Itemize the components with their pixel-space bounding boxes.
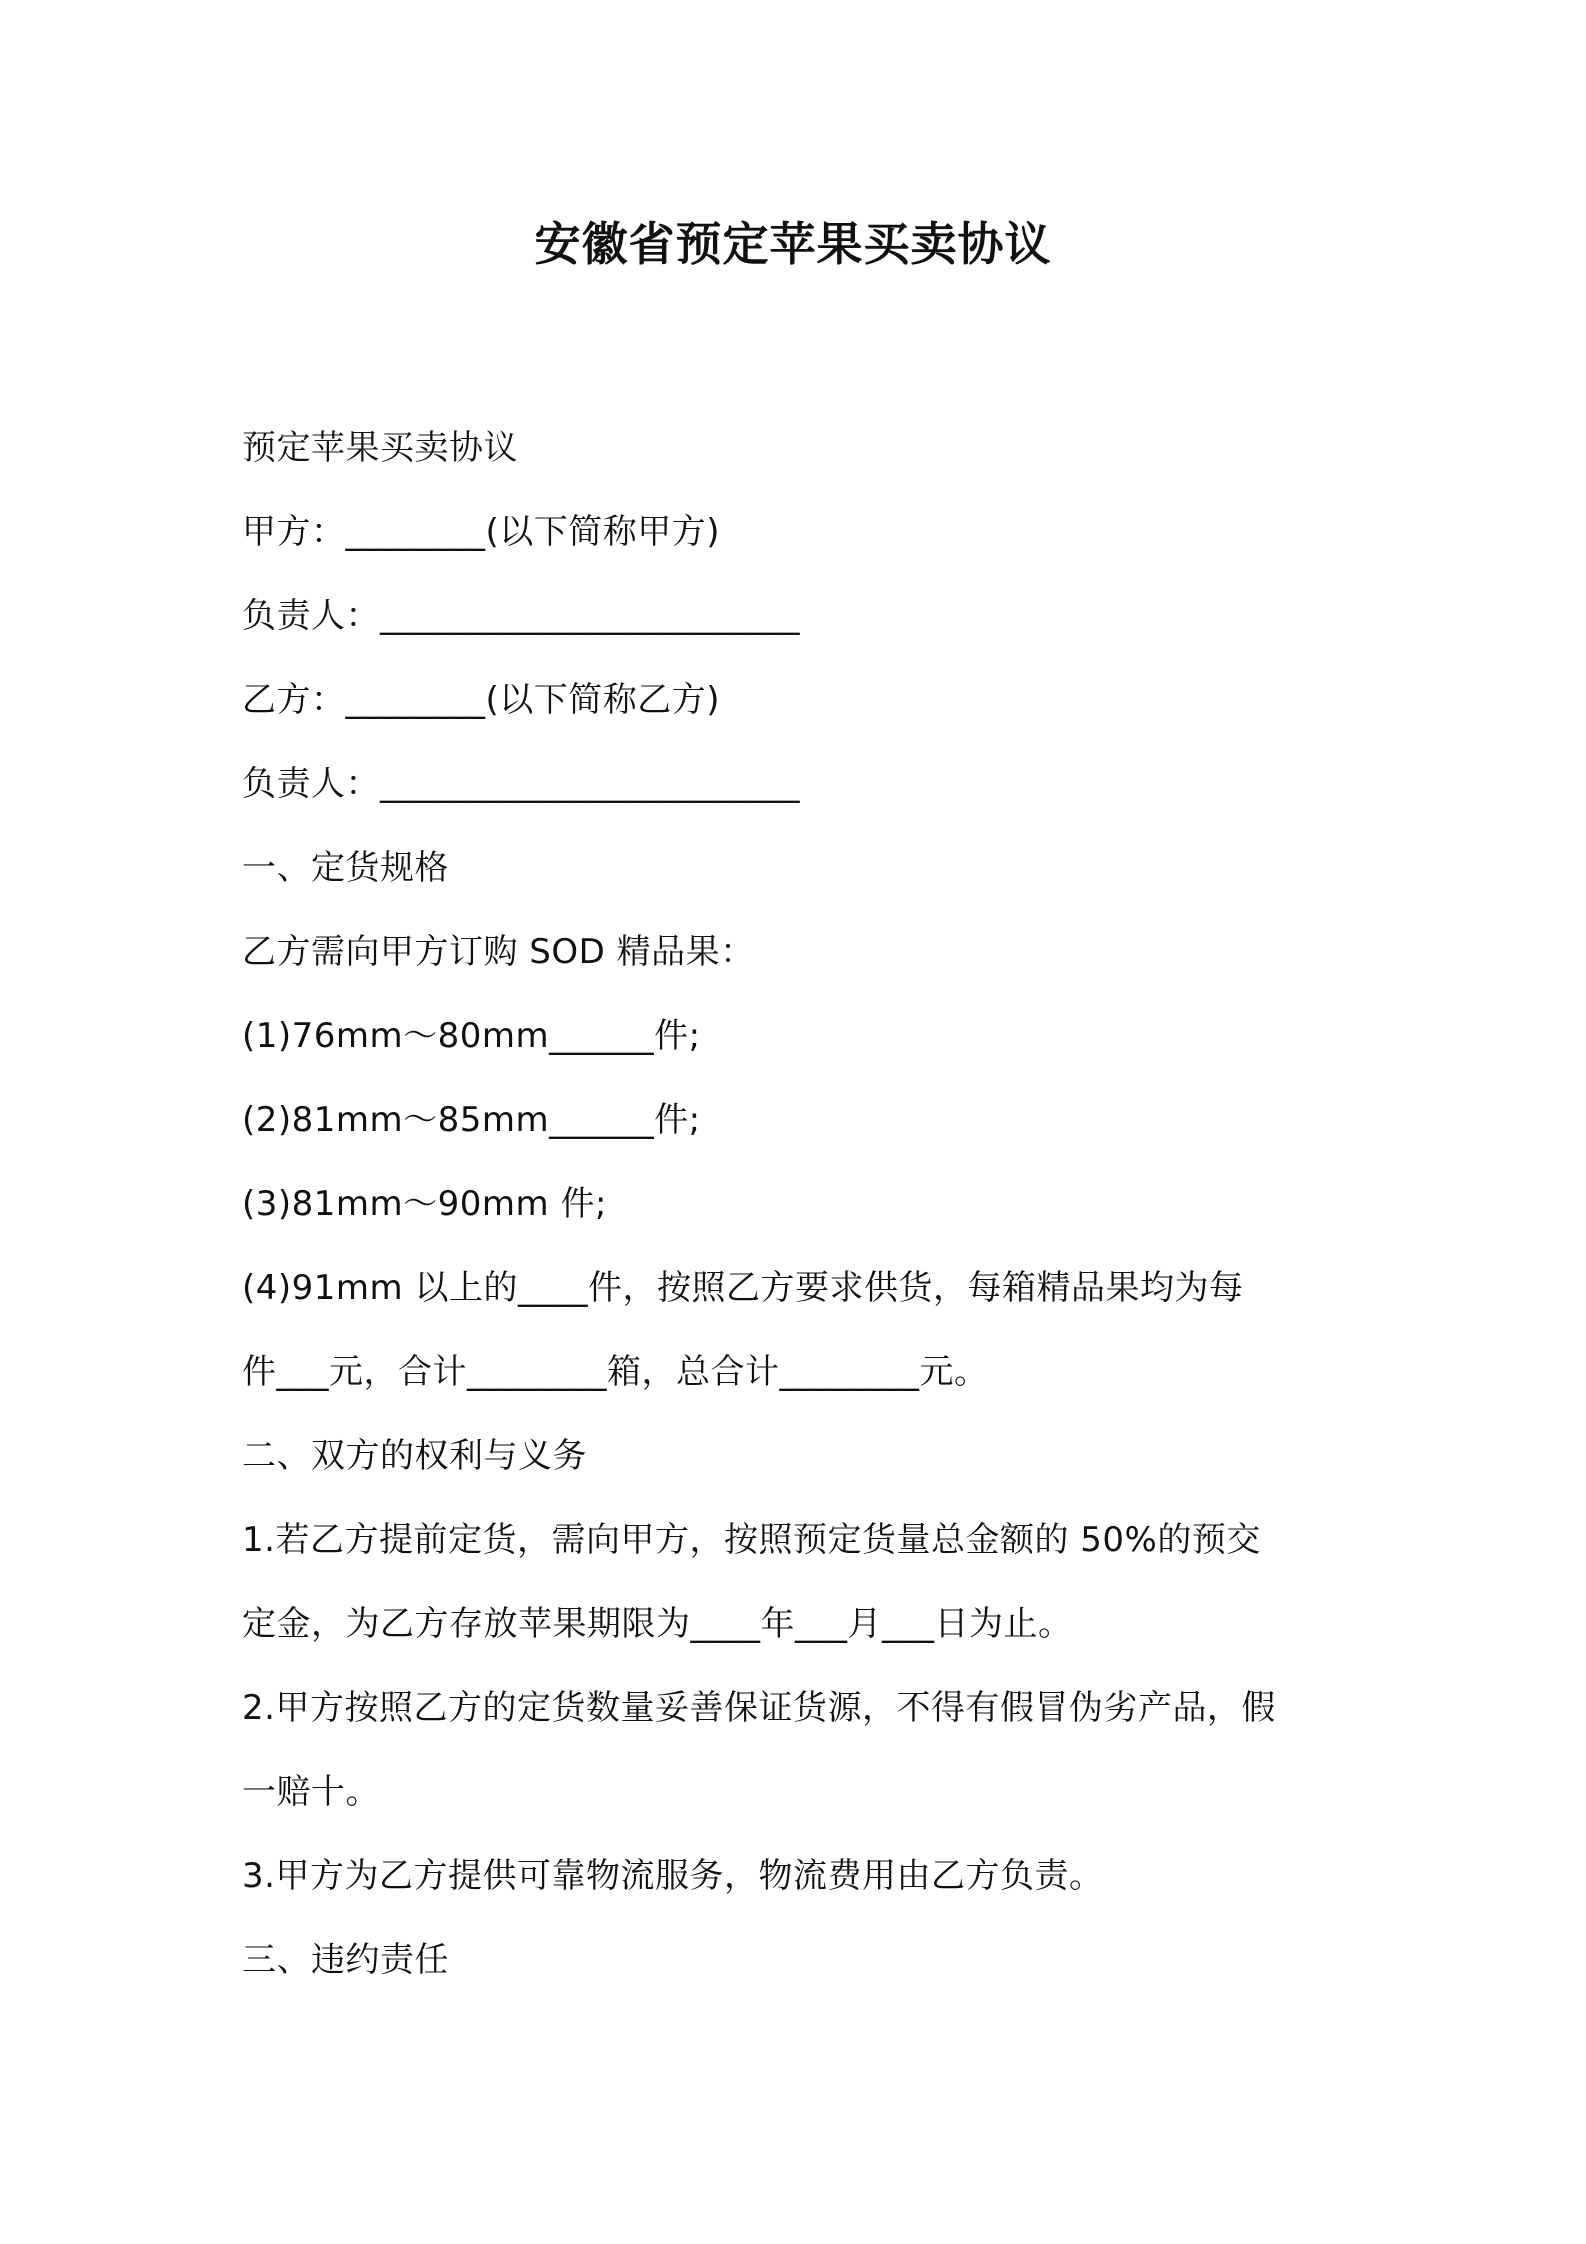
clause-line: 定金，为乙方存放苹果期限为____年___月___日为止。 <box>242 1604 1073 1644</box>
subtitle-line: 预定苹果买卖协议 <box>242 428 518 468</box>
party-b-person-line: 负责人：________________________ <box>242 764 800 804</box>
paragraph-line: 件___元，合计________箱，总合计________元。 <box>242 1352 989 1392</box>
clause-line: 3.甲方为乙方提供可靠物流服务，物流费用由乙方负责。 <box>242 1856 1104 1896</box>
clause-line: 2.甲方按照乙方的定货数量妥善保证货源，不得有假冒伪劣产品，假 <box>242 1688 1276 1728</box>
clause-line: 一赔十。 <box>242 1772 380 1812</box>
section-heading: 一、定货规格 <box>242 848 449 888</box>
document-body <box>242 406 1372 2002</box>
spec-item-line: (4)91mm 以上的____件，按照乙方要求供货，每箱精品果均为每 <box>242 1268 1244 1308</box>
spec-item-line: (3)81mm～90mm 件; <box>242 1184 607 1224</box>
section-heading: 三、违约责任 <box>242 1940 449 1980</box>
paragraph-line: 乙方需向甲方订购 SOD 精品果： <box>242 932 755 972</box>
spec-item-line: (2)81mm～85mm______件; <box>242 1100 701 1140</box>
party-a-person-line: 负责人：________________________ <box>242 596 800 636</box>
party-b-line: 乙方：________(以下简称乙方) <box>242 680 721 720</box>
party-a-line: 甲方：________(以下简称甲方) <box>242 512 721 552</box>
section-heading: 二、双方的权利与义务 <box>242 1436 587 1476</box>
clause-line: 1.若乙方提前定货，需向甲方，按照预定货量总金额的 50%的预交 <box>242 1520 1261 1560</box>
spec-item-line: (1)76mm～80mm______件; <box>242 1016 701 1056</box>
document-title: 安徽省预定苹果买卖协议 <box>534 217 1052 271</box>
